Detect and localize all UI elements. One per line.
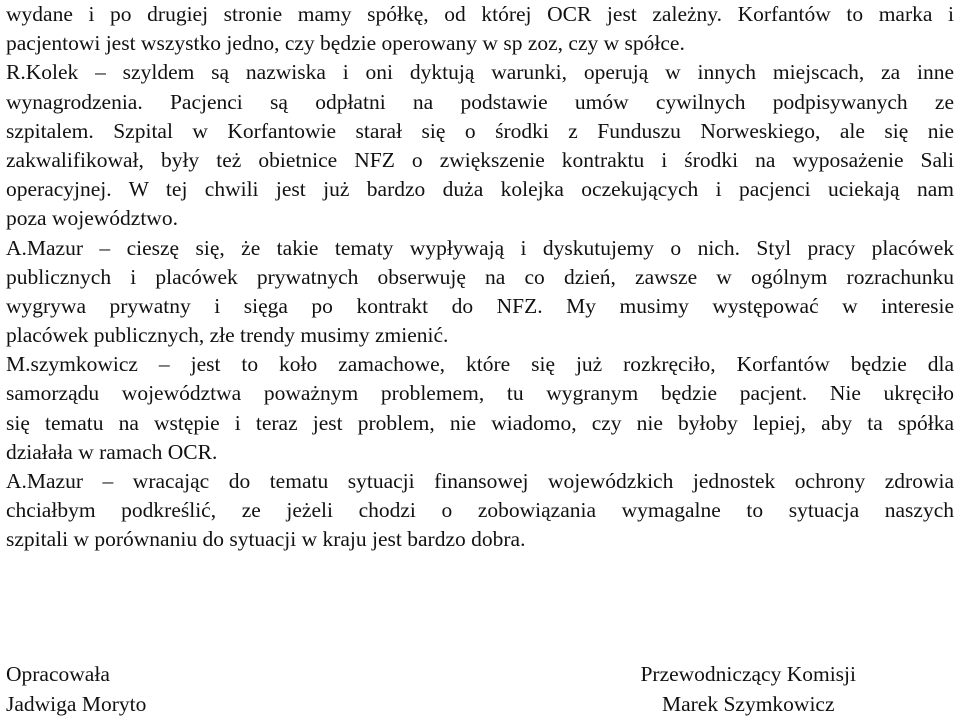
signature-left	[6, 659, 146, 719]
document-body	[6, 0, 954, 555]
signature-left-role: Opracowała	[6, 662, 110, 686]
text-line: się tematu na wstępie i teraz jest problem, nie wiadomo, czy nie byłoby lepiej, aby ta spółka	[6, 410, 954, 435]
text-line: zakwalifikował, były też obietnice NFZ o zwiększenie kontraktu i środki na wyposażenie Sali	[6, 147, 954, 172]
text-line: placówek publicznych, złe trendy musimy zmienić.	[6, 323, 449, 348]
text-line: wygrywa prywatny i sięga po kontrakt do NFZ. My musimy występować w interesie	[6, 293, 954, 318]
signature-left-name: Jadwiga Moryto	[6, 692, 147, 716]
text-line: szpitali w porównaniu do sytuacji w kraju jest bardzo dobra.	[6, 527, 526, 552]
text-line: wydane i po drugiej stronie mamy spółkę, od której OCR jest zależny. Korfantów to marka i	[6, 2, 954, 26]
text-line: operacyjnej. W tej chwili jest już bardzo duża kolejka oczekujących i pacjenci uciekają nam	[6, 177, 954, 202]
signature-block	[0, 659, 960, 719]
text-line: A.Mazur – cieszę się, że takie tematy wypływają i dyskutujemy o nich. Styl pracy placówek	[6, 235, 954, 260]
text-line: R.Kolek – szyldem są nazwiska i oni dyktują warunki, operują w innych miejscach, za inne	[6, 60, 954, 85]
signature-right-name: Marek Szymkowicz	[661, 692, 835, 716]
text-line: A.Mazur – wracając do tematu sytuacji finansowej wojewódzkich jednostek ochrony zdrowia	[6, 469, 954, 493]
signature-right	[640, 659, 856, 719]
text-line: poza województwo.	[6, 206, 178, 231]
text-line: szpitalem. Szpital w Korfantowie starał się o środki z Funduszu Norweskiego, ale się nie	[6, 118, 954, 143]
text-line: M.szymkowicz – jest to koło zamachowe, które się już rozkręciło, Korfantów będzie dla	[6, 352, 954, 377]
text-line: chciałbym podkreślić, ze jeżeli chodzi o zobowiązania wymagalne to sytuacja naszych	[6, 498, 954, 523]
text-line: samorządu województwa poważnym problemem, tu wygranym będzie pacjent. Nie ukręciło	[6, 381, 954, 406]
signature-right-role: Przewodniczący Komisji	[640, 662, 856, 686]
text-line: publicznych i placówek prywatnych obserwuję na co dzień, zawsze w ogólnym rozrachunku	[6, 264, 954, 289]
text-line: pacjentowi jest wszystko jedno, czy będzie operowany w sp zoz, czy w spółce.	[6, 31, 685, 56]
text-line: działała w ramach OCR.	[6, 439, 218, 464]
text-line: wynagrodzenia. Pacjenci są odpłatni na podstawie umów cywilnych podpisywanych ze	[6, 89, 954, 114]
